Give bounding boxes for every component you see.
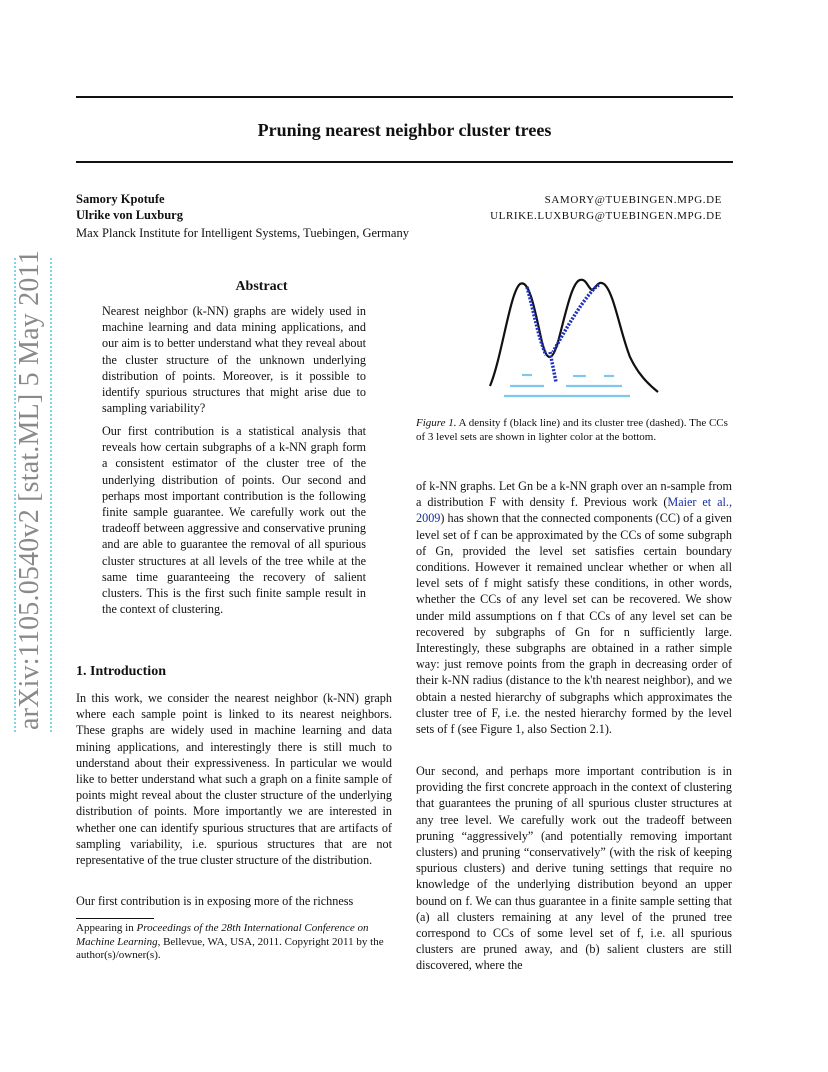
- footnote-prefix: Appearing in: [76, 922, 137, 934]
- figure-label: Figure 1.: [416, 417, 457, 429]
- right-p1-part-a: of k-NN graphs. Let Gn be a k-NN graph over an n-sample from a distribution F with density f. Previous work (: [416, 479, 732, 510]
- figure-1-caption: [416, 416, 732, 444]
- arxiv-stamp: arXiv:1105.0540v2 [stat.ML] 5 May 2011: [14, 250, 45, 730]
- author-name-1: Samory Kpotufe: [76, 192, 165, 206]
- author-name-2: Ulrike von Luxburg: [76, 208, 183, 222]
- cluster-tree-right-branch: [553, 285, 599, 352]
- introduction-paragraph-2: Our first contribution is in exposing more of the richness: [76, 894, 354, 908]
- introduction-heading: 1. Introduction: [76, 664, 166, 679]
- paper-title: Pruning nearest neighbor cluster trees: [257, 120, 552, 140]
- footnote-suffix: , Bellevue, WA, USA, 2011. Copyright 2011 by the author(s)/owner(s).: [76, 935, 384, 962]
- abstract-paragraph-2: Our first contribution is a statistical analysis that reveals how certain subgraphs of a k-NN graph form a consistent estimator of the cluster tree of the underlying distribution of points. Our second and perhaps most important contribution is the following finite sample guarantee. We carefully work out the tradeoff between aggressive and conservative pruning and are able to guarantee the removal of all spurious cluster structures at all levels of the tree while at the same time guaranteeing the recovery of salient clusters. This is the first such finite sample result in the context of clustering.: [102, 424, 366, 617]
- footnote-rule: [76, 918, 154, 919]
- author-email-2[interactable]: ULRIKE.LUXBURG@TUEBINGEN.MPG.DE: [490, 210, 722, 222]
- author-email-1[interactable]: SAMORY@TUEBINGEN.MPG.DE: [544, 194, 722, 206]
- title-top-rule: [76, 96, 733, 98]
- right-column-paragraph-2: Our second, and perhaps more important contribution is in providing the first concrete approach in the context of clustering that guarantees the pruning of all spurious cluster structures at any tree level. We carefully work out the tradeoff between pruning “aggressively” (and potentially removing important clusters) and pruning “conservatively” (with the risk of keeping spurious clusters) and derive tuning settings that require no knowledge of the underlying distribution beyond an upper bound on f. We can thus guarantee in a finite sample setting that (a) all clusters remaining at any level of the pruned tree correspond to CCs of some level set of f, i.e. all spurious clusters are pruned away, and (b) salient clusters are still discovered, where the: [416, 764, 732, 973]
- citation-maier-2009[interactable]: Maier et al., 2009: [416, 495, 732, 526]
- right-p1-part-b: ) has shown that the connected components (CC) of a given level set of f can be approximated by the CCs of some subgraph of Gn, provided the level set satisfies certain boundary conditions. However it remained unclear whether or when all level sets of f might satisfy these conditions, in other words, whether the CCs of any level set can be recovered. We show under mild assumptions on f that CCs of any level set can be recovered by subgraphs of Gn for n sufficiently large. Interestingly, these subgraphs are obtained in a rather simple way: just remove points from the graph in decreasing order of their k-NN radius (distance to the k'th nearest neighbor), and we obtain a nested hierarchy of subgraphs which approximates the cluster tree of F, i.e. the nested hierarchy formed by the level sets of f (see Figure 1, also Section 2.1).: [416, 511, 732, 737]
- footnote-venue: Proceedings of the 28th International Conference on Machine Learning: [76, 922, 369, 948]
- abstract-paragraph-1: Nearest neighbor (k-NN) graphs are widely used in machine learning and data mining applications, and our aim is to better understand what they reveal about the cluster structure of the unknown underlying distribution of points. Moreover, is it possible to identify spurious structures that might arise due to sampling variability?: [102, 304, 366, 416]
- title-bottom-rule: [76, 161, 733, 163]
- affiliation: Max Planck Institute for Intelligent Systems, Tuebingen, Germany: [76, 226, 409, 240]
- cluster-tree-root: [550, 352, 556, 382]
- figure-1-density-plot: [480, 262, 670, 412]
- right-column-paragraph-1: [416, 478, 732, 737]
- abstract-heading: Abstract: [235, 279, 288, 294]
- figure-caption-text: A density f (black line) and its cluster tree (dashed). The CCs of 3 level sets are shown in lighter color at the bottom.: [416, 417, 728, 443]
- footnote: [76, 922, 392, 963]
- cluster-tree-left-branch: [527, 287, 546, 355]
- introduction-paragraph-1: In this work, we consider the nearest neighbor (k-NN) graph where each sample point is linked to its nearest neighbors. These graphs are widely used in machine learning and data mining applications, and interestingly there is still much to understand about their expressiveness. In particular we would like to better understand what such a graph on a finite sample of points might reveal about the cluster structure of the underlying distribution of points. More importantly we are interested in whether one can identify spurious structures that are artifacts of sampling variability, i.e. spurious structures that are not representative of the true cluster structure of the distribution.: [76, 691, 392, 868]
